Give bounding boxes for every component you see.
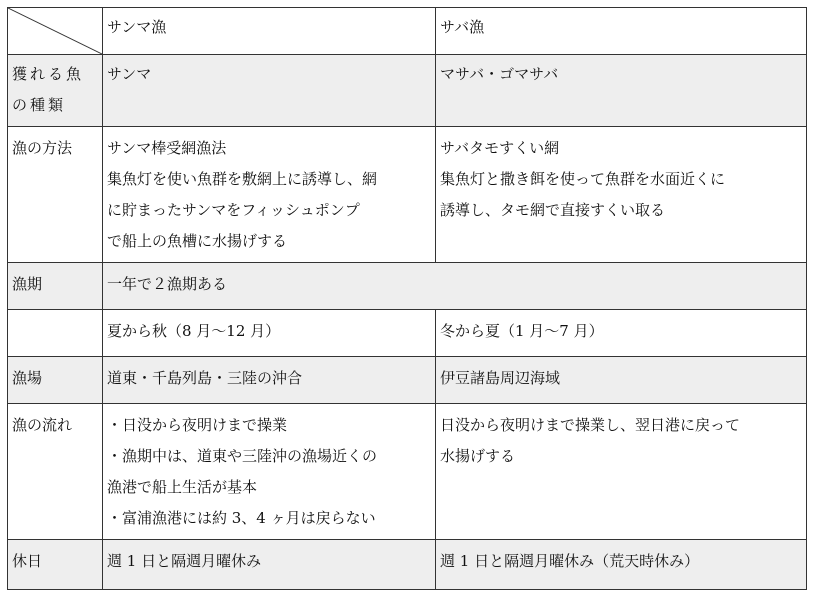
- method-saury: [103, 127, 436, 263]
- row-label-area: 漁場: [8, 357, 103, 404]
- flow-saury: [103, 404, 436, 540]
- method-saury-line-2: 集魚灯を使い魚群を敷網上に誘導し、網: [107, 170, 378, 188]
- flow-saury-line-2: ・漁期中は、道東や三陸沖の漁場近くの: [107, 447, 378, 465]
- row-period: [8, 310, 807, 357]
- species-mackerel: マサバ・ゴマサバ: [436, 55, 807, 127]
- column-header-mackerel: サバ漁: [436, 8, 807, 55]
- row-flow: [8, 404, 807, 540]
- row-holiday: [8, 540, 807, 590]
- flow-mackerel-line-1: 日没から夜明けまで操業し、翌日港に戻って: [440, 416, 741, 434]
- row-method: [8, 127, 807, 263]
- method-mackerel: [436, 127, 807, 263]
- row-label-season: 漁期: [8, 263, 103, 310]
- holiday-mackerel: 週 1 日と隔週月曜休み（荒天時休み）: [436, 540, 807, 590]
- flow-saury-line-3: 漁港で船上生活が基本: [107, 478, 258, 496]
- period-saury: 夏から秋（8 月～12 月）: [103, 310, 436, 357]
- row-area: [8, 357, 807, 404]
- species-saury: サンマ: [103, 55, 436, 127]
- row-species: [8, 55, 807, 127]
- method-saury-line-4: で船上の魚槽に水揚げする: [107, 232, 288, 250]
- method-mackerel-line-3: 誘導し、タモ網で直接すくい取る: [440, 201, 666, 219]
- row-season: [8, 263, 807, 310]
- flow-saury-line-1: ・日没から夜明けまで操業: [107, 416, 288, 434]
- holiday-saury: 週 1 日と隔週月曜休み: [103, 540, 436, 590]
- period-mackerel: 冬から夏（1 月～7 月）: [436, 310, 807, 357]
- row-label-method: 漁の方法: [8, 127, 103, 263]
- flow-mackerel: [436, 404, 807, 540]
- row-label-holiday: 休日: [8, 540, 103, 590]
- row-label-species: 獲れる魚の種類: [8, 55, 103, 127]
- flow-mackerel-line-2: 水揚げする: [440, 447, 516, 465]
- header-row: [8, 8, 807, 55]
- diagonal-line: [8, 8, 102, 54]
- corner-cell: [8, 8, 103, 55]
- method-saury-line-3: に貯まったサンマをフィッシュポンプ: [107, 201, 360, 219]
- method-saury-line-1: サンマ棒受網漁法: [107, 139, 227, 157]
- area-mackerel: 伊豆諸島周辺海域: [436, 357, 807, 404]
- method-mackerel-line-1: サバタモすくい網: [440, 139, 560, 157]
- flow-saury-line-4: ・富浦漁港には約 3、4 ヶ月は戻らない: [107, 509, 376, 527]
- column-header-saury: サンマ漁: [103, 8, 436, 55]
- season-merged: 一年で２漁期ある: [103, 263, 807, 310]
- method-mackerel-line-2: 集魚灯と撒き餌を使って魚群を水面近くに: [440, 170, 726, 188]
- row-label-flow: 漁の流れ: [8, 404, 103, 540]
- area-saury: 道東・千島列島・三陸の沖合: [103, 357, 436, 404]
- row-label-period: [8, 310, 103, 357]
- fishing-comparison-table: [7, 7, 807, 590]
